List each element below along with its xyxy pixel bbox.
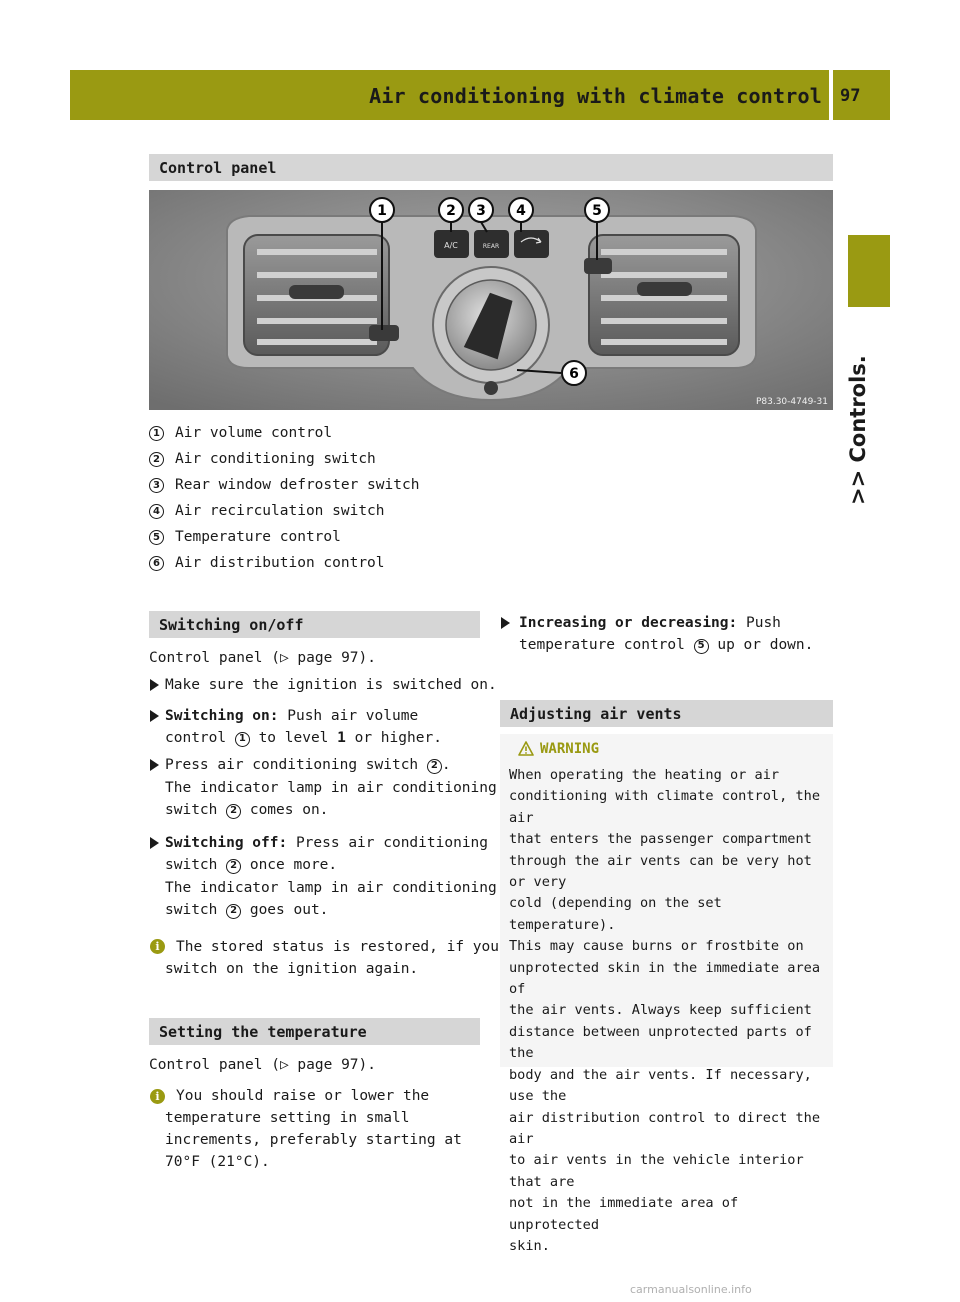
control-panel-illustration <box>149 190 833 410</box>
info-note-line: You should raise or lower the <box>176 1088 430 1104</box>
warning-text <box>509 765 831 1257</box>
ref-num: 2 <box>226 904 241 919</box>
level-value: 1 <box>337 730 346 746</box>
step-text: temperature control <box>519 637 694 653</box>
warning-line: distance between unprotected parts of the <box>509 1023 812 1062</box>
warning-line: not in the immediate area of unprotected <box>509 1195 739 1233</box>
legend-text: Air volume control <box>175 425 333 441</box>
warning-icon <box>518 741 534 756</box>
step-text: to level <box>249 730 338 746</box>
callout-3: 3 <box>476 203 486 219</box>
warning-line: unprotected skin in the immediate area of <box>509 959 820 998</box>
ref-num: 2 <box>226 804 241 819</box>
step-text: . <box>441 757 451 773</box>
step-text: goes out. <box>241 902 329 918</box>
page-ref[interactable]: page 97). <box>288 1057 376 1073</box>
step-arrow-icon <box>150 679 159 691</box>
legend-item <box>149 472 419 498</box>
legend-item <box>149 420 419 446</box>
step-text: switch <box>165 902 227 918</box>
warning-line: air distribution control to direct the air <box>509 1109 820 1147</box>
legend-num: 1 <box>149 426 164 441</box>
warning-line: that enters the passenger compartment <box>509 831 812 848</box>
legend-text: Air recirculation switch <box>175 503 385 519</box>
info-note-line: 70°F (21°C). <box>165 1154 270 1170</box>
step-text: Press air conditioning <box>287 835 489 851</box>
step-text: switch <box>165 857 227 873</box>
warning-line: conditioning with climate control, the air <box>509 788 820 826</box>
info-icon: i <box>150 939 165 954</box>
page-ref-arrow-icon: ▷ <box>279 1057 289 1073</box>
callout-2: 2 <box>446 203 456 219</box>
info-note-line: The stored status is restored, if you <box>176 939 500 955</box>
photo-code: P83.30-4749-31 <box>755 397 828 407</box>
step-label: Switching off: <box>165 835 288 851</box>
step-increase-decrease-cont <box>519 634 813 656</box>
switching-heading: Switching on/off <box>149 611 480 638</box>
warning-line: through the air vents can be very hot or very <box>509 852 812 891</box>
step-label: Increasing or decreasing: <box>519 615 738 631</box>
step-switch-off-result: The indicator lamp in air conditioning <box>165 880 497 896</box>
step-press-ac-result-cont <box>165 799 328 821</box>
step-increase-decrease <box>519 612 781 634</box>
warning-title: WARNING <box>540 741 600 757</box>
legend-num: 2 <box>149 452 164 467</box>
legend-num: 6 <box>149 556 164 571</box>
step-switch-off-cont <box>165 854 337 876</box>
page-title: Air conditioning with climate control <box>369 84 822 108</box>
legend-num: 4 <box>149 504 164 519</box>
temperature-ref <box>149 1054 376 1076</box>
page-number: 97 <box>840 86 861 106</box>
page-ref-arrow-icon: ▷ <box>279 650 289 666</box>
step-text: comes on. <box>241 802 329 818</box>
ref-num: 5 <box>694 639 709 654</box>
legend-text: Rear window defroster switch <box>175 477 420 493</box>
rear-button-label: REAR <box>482 243 500 250</box>
step-switch-on-cont <box>165 727 442 749</box>
ac-button-label: A/C <box>444 241 458 250</box>
step-text: control <box>165 730 235 746</box>
legend-num: 5 <box>149 530 164 545</box>
step-text: Push <box>737 615 781 631</box>
switching-ref <box>149 647 376 669</box>
step-text: up or down. <box>708 637 814 653</box>
legend-item <box>149 446 419 472</box>
chapter-label: >> Controls. <box>846 355 870 505</box>
warning-line: to air vents in the vehicle interior that are <box>509 1152 804 1190</box>
info-note-line: switch on the ignition again. <box>165 961 419 977</box>
callout-6: 6 <box>569 366 579 382</box>
step-arrow-icon <box>501 617 510 629</box>
callout-5: 5 <box>592 203 602 219</box>
info-note-line: increments, preferably starting at <box>165 1132 462 1148</box>
step-switch-off <box>165 832 488 854</box>
legend-text: Air conditioning switch <box>175 451 376 467</box>
ref-num: 1 <box>235 732 250 747</box>
step-press-ac <box>165 754 451 776</box>
warning-line: body and the air vents. If necessary, use the <box>509 1066 812 1105</box>
legend-text: Air distribution control <box>175 555 385 571</box>
step-arrow-icon <box>150 837 159 849</box>
step-press-ac-result: The indicator lamp in air conditioning <box>165 780 497 796</box>
legend-item <box>149 498 419 524</box>
step-arrow-icon <box>150 759 159 771</box>
warning-line: This may cause burns or frostbite on <box>509 938 804 955</box>
step-text: once more. <box>241 857 338 873</box>
legend-num: 3 <box>149 478 164 493</box>
info-icon: i <box>150 1089 165 1104</box>
step-arrow-icon <box>150 710 159 722</box>
callout-4: 4 <box>516 203 526 219</box>
control-panel-heading: Control panel <box>149 154 833 181</box>
step-ignition: Make sure the ignition is switched on. <box>165 677 497 693</box>
callout-1: 1 <box>377 203 387 219</box>
warning-line: the air vents. Always keep sufficient <box>509 1002 812 1019</box>
header-separator <box>829 70 833 120</box>
step-text: or higher. <box>345 730 442 746</box>
page-ref[interactable]: page 97). <box>288 650 376 666</box>
legend-item <box>149 550 419 576</box>
vents-heading: Adjusting air vents <box>500 700 833 727</box>
step-switch-off-result-cont <box>165 899 328 921</box>
ref-num: 2 <box>427 759 442 774</box>
control-panel-photo <box>149 190 833 410</box>
step-text: Press air conditioning switch <box>165 757 427 773</box>
step-label: Switching on: <box>165 708 279 724</box>
chapter-tab <box>848 235 890 307</box>
ref-text: Control panel ( <box>149 1057 280 1073</box>
warning-line: When operating the heating or air <box>509 767 780 783</box>
warning-line: cold (depending on the set temperature). <box>509 895 722 933</box>
control-panel-legend <box>149 420 419 576</box>
ref-num: 2 <box>226 859 241 874</box>
watermark: carmanualsonline.info <box>630 1283 752 1296</box>
temperature-heading: Setting the temperature <box>149 1018 480 1045</box>
ref-text: Control panel ( <box>149 650 280 666</box>
legend-text: Temperature control <box>175 529 341 545</box>
step-text: switch <box>165 802 227 818</box>
info-note-line: temperature setting in small <box>165 1110 410 1126</box>
warning-line: skin. <box>509 1237 550 1254</box>
step-text: Push air volume <box>278 708 419 724</box>
step-switch-on <box>165 705 418 727</box>
legend-item <box>149 524 419 550</box>
